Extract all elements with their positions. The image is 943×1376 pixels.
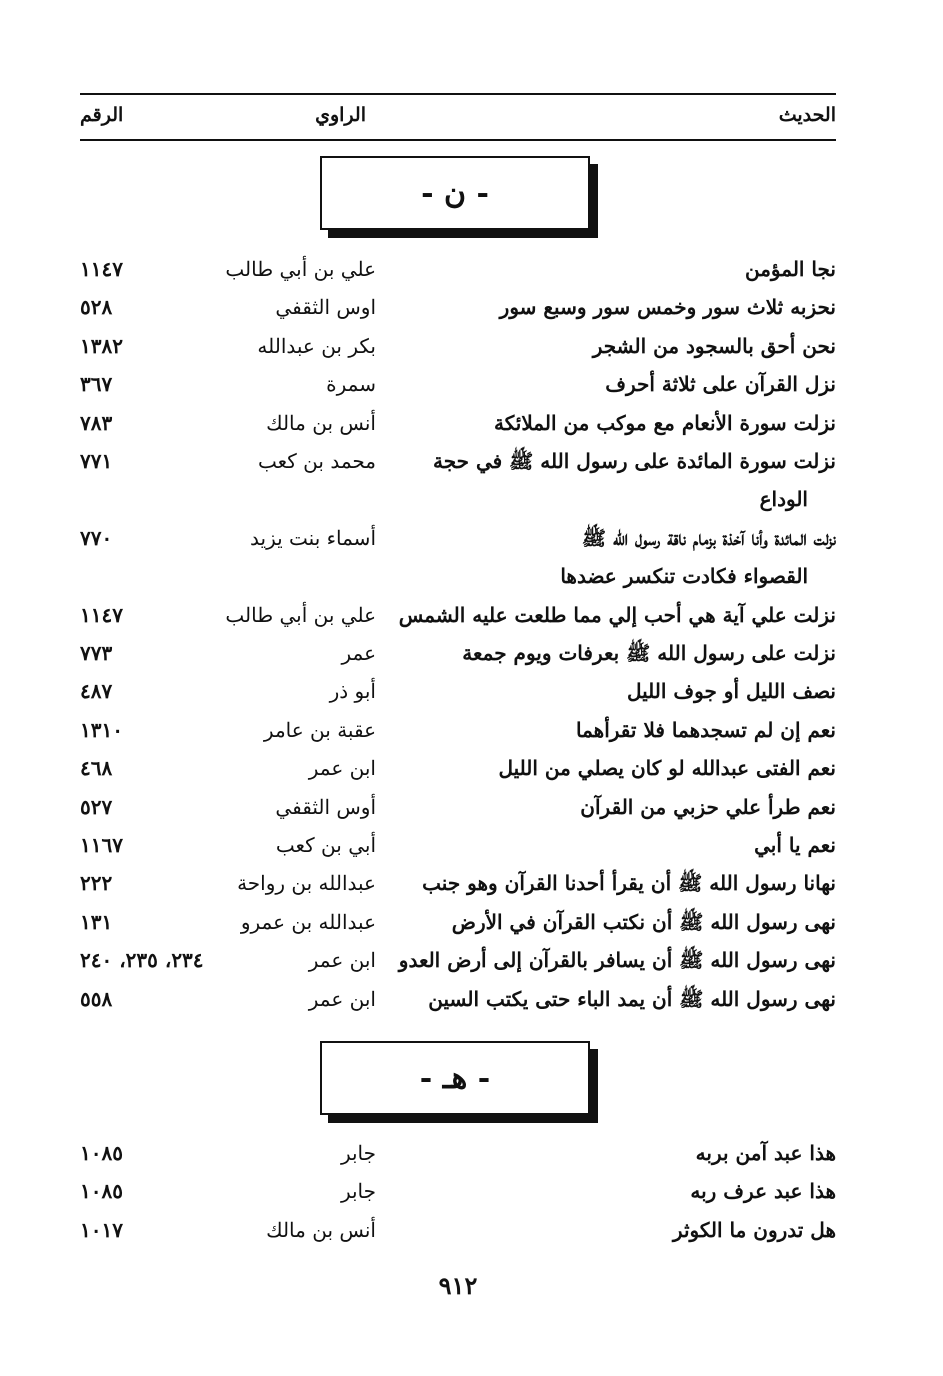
column-header-narrator: الراوي [315, 104, 366, 126]
entry-narrator: عقبة بن عامر [263, 717, 376, 742]
entry-hadith-text: نزلت علي آية هي أحب إلي مما طلعت عليه الشمس [398, 602, 836, 627]
entry-number: ٧٧١ [80, 449, 113, 473]
index-entry [80, 634, 836, 672]
entry-hadith-text: نهانا رسول الله ﷺ أن يقرأ أحدنا القرآن وهو جنب [422, 871, 836, 896]
entry-number: ٧٨٣ [80, 410, 113, 435]
entry-narrator: أنس بن مالك [266, 410, 376, 435]
entry-hadith-text: نزلت المائدة وأنا آخذة بزمام ناقة رسول الله ﷺ [581, 525, 836, 550]
entry-hadith-text: هل تدرون ما الكوثر [672, 1217, 836, 1242]
index-entry [80, 442, 836, 480]
entry-number: ٤٦٨ [80, 756, 113, 781]
entry-number: ٣٦٧ [80, 372, 113, 397]
section-letter-noon: - ن - [320, 156, 590, 230]
entry-number: ١٠١٧ [80, 1217, 123, 1242]
entry-hadith-text: الوداع [759, 487, 808, 512]
header-bottom-rule [80, 139, 836, 141]
entry-number: ٢٢٢ [80, 871, 113, 896]
entry-narrator: أبو ذر [329, 679, 376, 704]
index-entry [80, 941, 836, 979]
index-entry [80, 672, 836, 710]
entry-number: ١٠٨٥ [80, 1179, 123, 1204]
entry-number: ٢٣٤، ٢٣٥، ٢٤٠ [80, 948, 204, 973]
index-entry [80, 404, 836, 442]
entry-hadith-text: نهى رسول الله ﷺ أن نكتب القرآن في الأرض [451, 909, 836, 934]
entry-hadith-text: نحزبه ثلاث سور وخمس سور وسبع سور [499, 295, 836, 320]
entry-narrator: عبدالله بن عمرو [240, 909, 376, 934]
entry-narrator: اوس الثقفي [275, 295, 376, 320]
entry-number: ١١٤٧ [80, 257, 123, 281]
index-entry [80, 327, 836, 365]
entry-hadith-text: نزلت سورة المائدة على رسول الله ﷺ في حجة [433, 449, 836, 473]
entry-narrator: عبدالله بن رواحة [237, 871, 376, 896]
entry-hadith-text: نزلت على رسول الله ﷺ بعرفات ويوم جمعة [462, 641, 836, 665]
index-entry [80, 1211, 836, 1249]
entry-narrator: أسماء بنت يزيد [250, 525, 376, 550]
entry-number: ١٣١٠ [80, 717, 123, 742]
entry-number: ٥٢٧ [80, 794, 113, 819]
entry-hadith-text: نجا المؤمن [744, 257, 836, 281]
entry-number: ١١٤٧ [80, 602, 123, 627]
index-entry [80, 864, 836, 902]
index-entry [80, 250, 836, 288]
entry-narrator: أبي بن كعب [275, 833, 376, 857]
page-number: ٩١٢ [438, 1271, 478, 1300]
entry-hadith-text: هذا عبد آمن بربه [695, 1141, 836, 1165]
index-page [80, 0, 836, 1376]
index-entry [80, 519, 836, 557]
entry-number: ١٠٨٥ [80, 1141, 123, 1165]
index-entry-continuation [80, 480, 836, 518]
index-entry [80, 749, 836, 787]
entry-narrator: ابن عمر [308, 986, 376, 1011]
index-entry [80, 980, 836, 1018]
entry-number: ٤٨٧ [80, 679, 113, 704]
column-header-number: الرقم [80, 104, 124, 126]
index-entry [80, 711, 836, 749]
entry-hadith-text: نحن أحق بالسجود من الشجر [592, 333, 836, 358]
entry-narrator: أوس الثقفي [275, 794, 376, 819]
entry-narrator: جابر [340, 1141, 376, 1165]
entry-number: ١١٦٧ [80, 833, 123, 857]
index-entry-continuation [80, 557, 836, 595]
entry-hadith-text: نعم إن لم تسجدهما فلا تقرأهما [576, 717, 836, 742]
index-entry [80, 826, 836, 864]
entry-narrator: سمرة [326, 372, 376, 397]
entry-hadith-text: نزلت سورة الأنعام مع موكب من الملائكة [494, 410, 836, 435]
index-entry [80, 1134, 836, 1172]
entry-narrator: أنس بن مالك [266, 1217, 376, 1242]
index-entry [80, 596, 836, 634]
index-entry [80, 1172, 836, 1210]
index-entry [80, 788, 836, 826]
entry-number: ٥٢٨ [80, 295, 113, 320]
entry-hadith-text: هذا عبد عرف ربه [690, 1179, 836, 1204]
index-entry [80, 365, 836, 403]
index-entry [80, 288, 836, 326]
entry-narrator: علي بن أبي طالب [225, 602, 376, 627]
entry-number: ١٣٨٢ [80, 333, 123, 358]
entry-narrator: محمد بن كعب [258, 449, 376, 473]
column-header-hadith: الحديث [778, 104, 836, 126]
entry-hadith-text: نهى رسول الله ﷺ أن يمد الباء حتى يكتب السين [428, 986, 836, 1011]
entry-number: ٥٥٨ [80, 986, 113, 1011]
entry-narrator: جابر [340, 1179, 376, 1204]
entry-narrator: عمر [341, 641, 376, 665]
entry-narrator: بكر بن عبدالله [257, 333, 376, 358]
entry-hadith-text: نصف الليل أو جوف الليل [626, 679, 836, 704]
section-letter-haa: - هـ - [320, 1041, 590, 1115]
header-top-rule [80, 93, 836, 95]
entry-hadith-text: نزل القرآن على ثلاثة أحرف [605, 372, 836, 397]
entry-number: ٧٧٠ [80, 525, 113, 550]
entry-hadith-text: نعم الفتى عبدالله لو كان يصلي من الليل [498, 756, 836, 781]
entry-number: ١٣١ [80, 909, 113, 934]
entry-hadith-text: نعم طرأ علي حزبي من القرآن [580, 794, 836, 819]
entry-narrator: علي بن أبي طالب [225, 257, 376, 281]
entry-hadith-text: القصواء فكادت تنكسر عضدها [560, 564, 808, 589]
entry-narrator: ابن عمر [308, 756, 376, 781]
entry-number: ٧٧٣ [80, 641, 113, 665]
entry-hadith-text: نعم يا أبي [754, 833, 836, 857]
entry-narrator: ابن عمر [308, 948, 376, 973]
index-entry [80, 903, 836, 941]
entry-hadith-text: نهى رسول الله ﷺ أن يسافر بالقرآن إلى أرض العدو [398, 948, 836, 973]
